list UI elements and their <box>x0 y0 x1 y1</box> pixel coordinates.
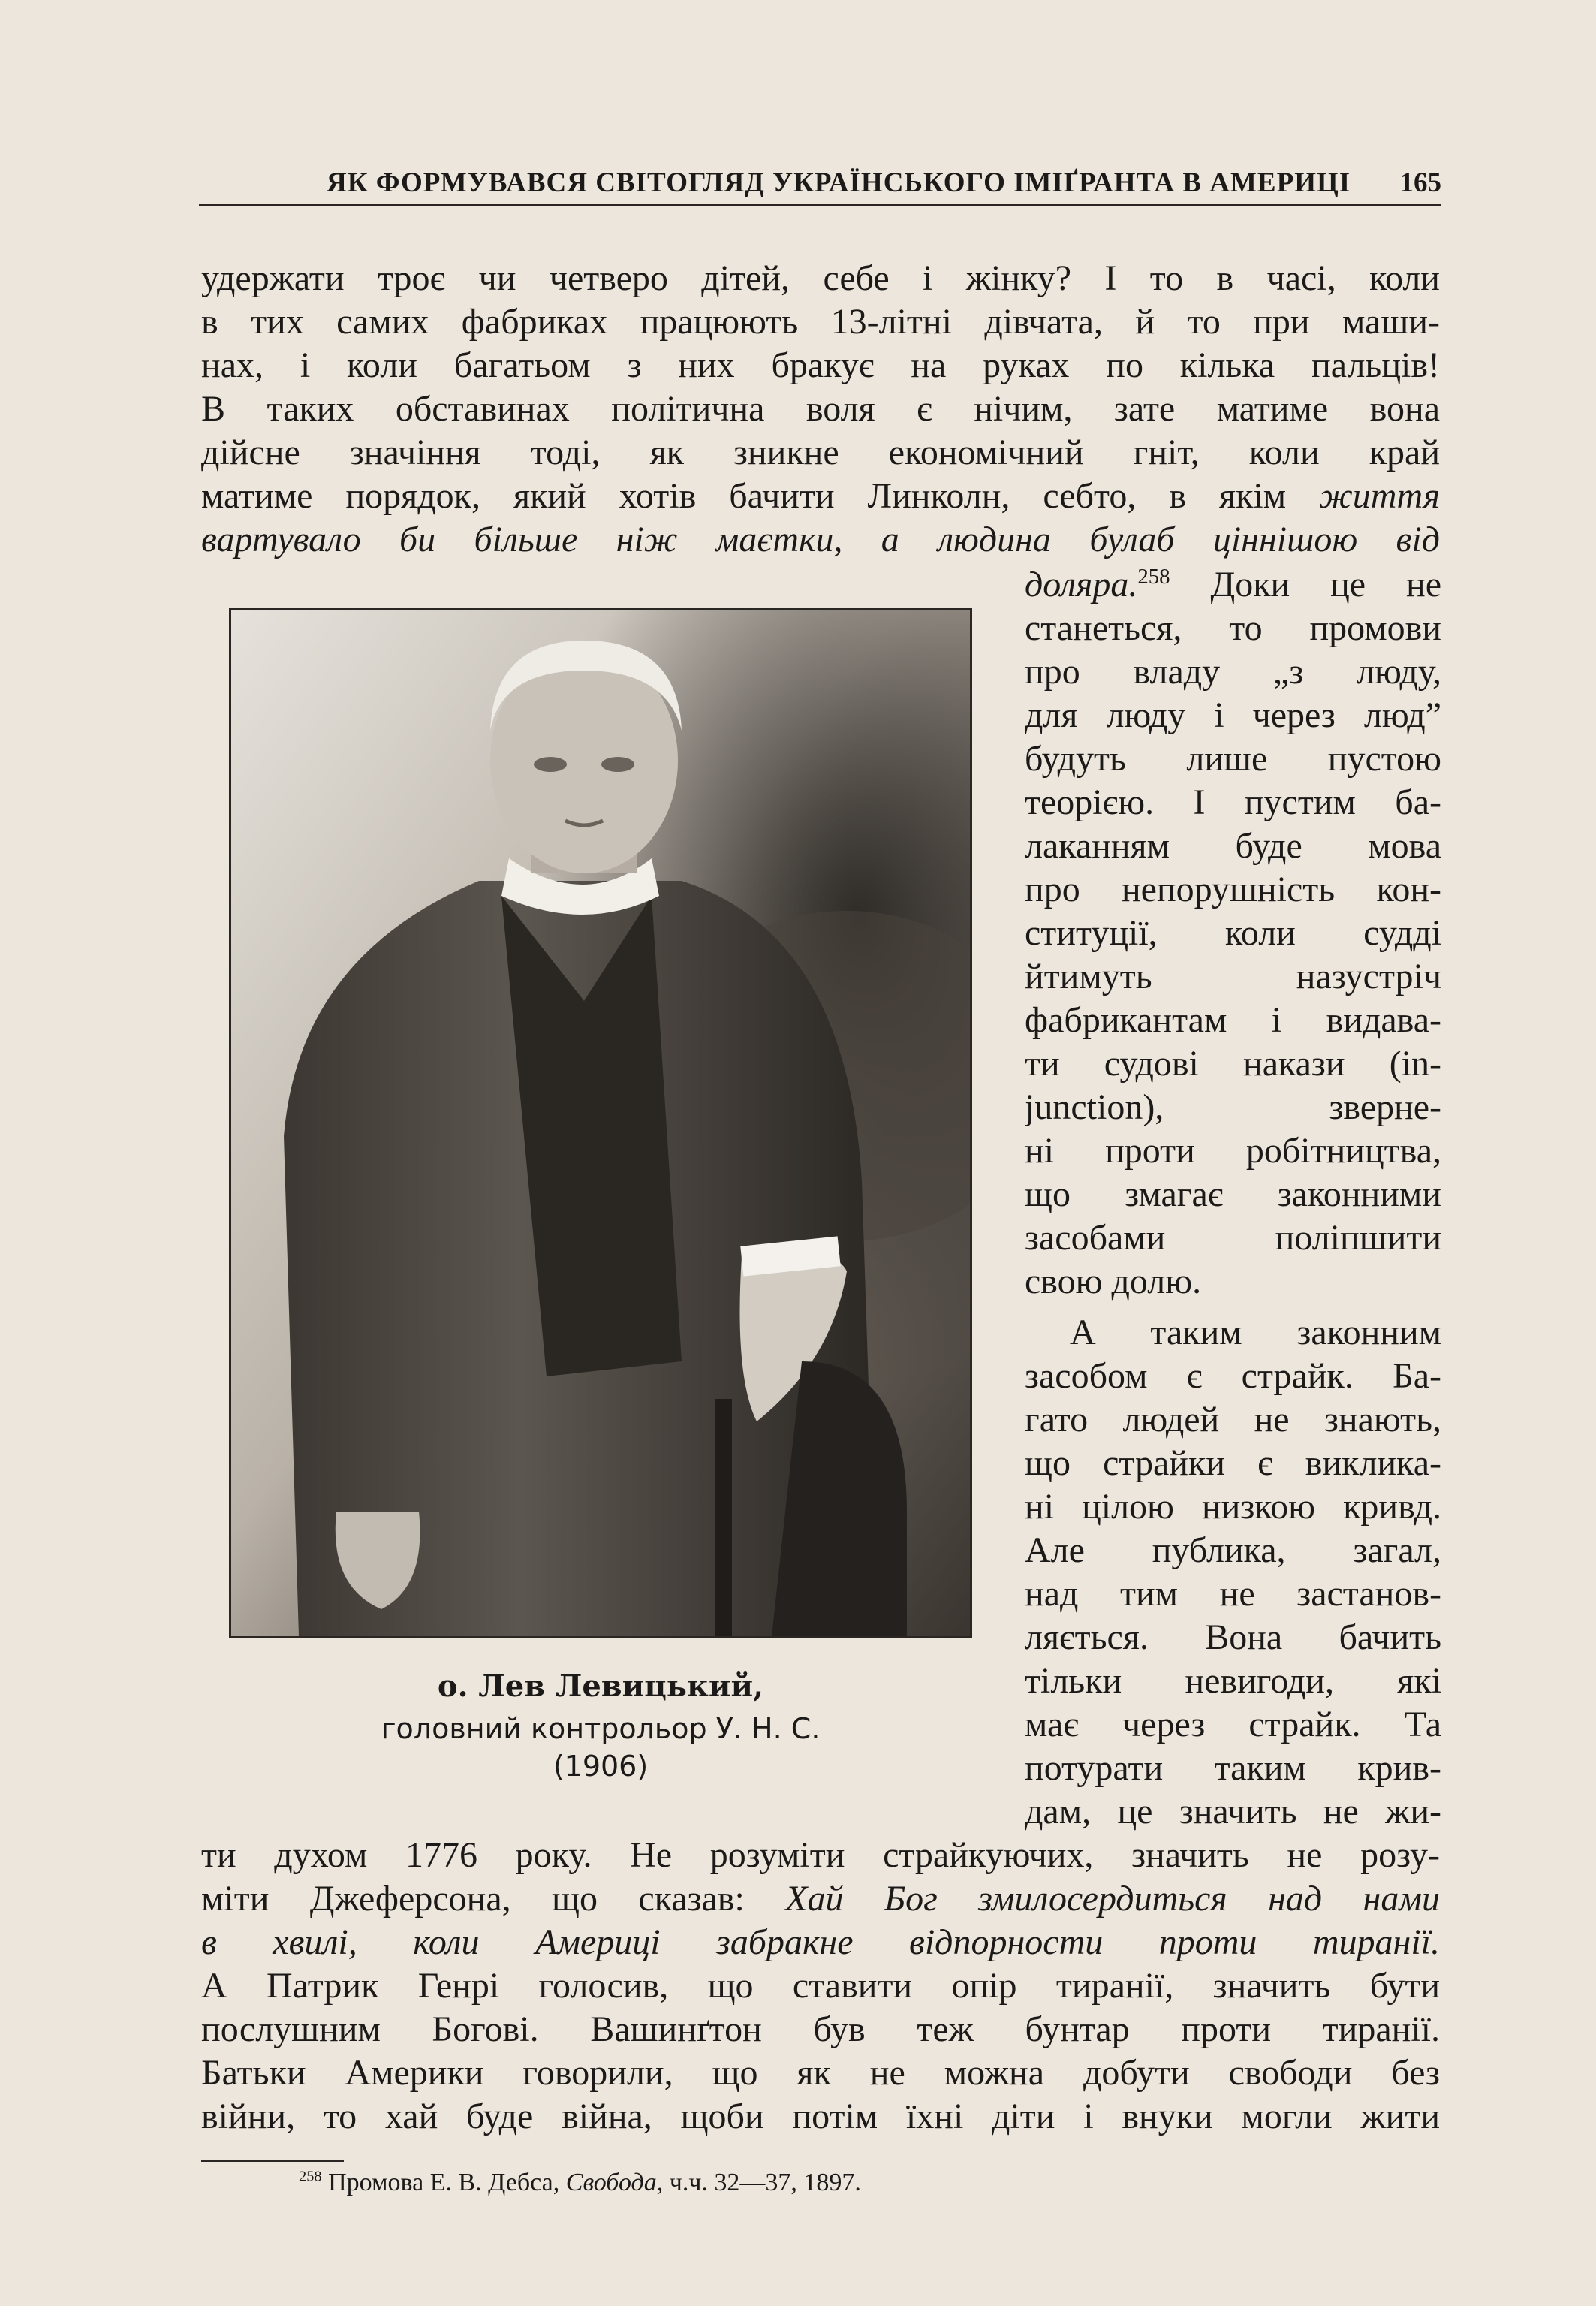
text-line <box>201 1921 1440 1964</box>
text-line: свою долю. <box>1025 1262 1202 1301</box>
italic-span: Хай Бог змилосердиться над нами <box>785 1879 1440 1919</box>
text-line: ляється. Вона бачить <box>1025 1617 1441 1657</box>
text-line: лаканням буде мова <box>1025 826 1441 866</box>
portrait-photo <box>229 608 972 1638</box>
text-line: junction), зверне- <box>1025 1087 1441 1127</box>
italic-span: доляра. <box>1025 565 1138 604</box>
text-line <box>1025 563 1441 607</box>
text-line: послушним Богові. Вашинґтон був теж бунтар проти тиранії. <box>201 2009 1440 2049</box>
portrait-illustration <box>231 610 970 1636</box>
text-line: Батьки Америки говорили, що як не можна добути свободи без <box>201 2053 1440 2093</box>
text-line: має через страйк. Та <box>1025 1705 1441 1744</box>
text-line: ти духом 1776 року. Не розуміти страйкуючих, значить не розу- <box>201 1835 1440 1875</box>
text-line: теорією. І пустим ба- <box>1025 782 1441 822</box>
footnote-divider <box>201 2160 344 2162</box>
photo-caption-name: о. Лев Левицький, <box>437 1668 764 1704</box>
text-line <box>201 1877 1440 1921</box>
footnote-ref: 258 <box>1137 565 1170 589</box>
text-line: гато людей не знають, <box>1025 1400 1441 1439</box>
text-span: Доки це не <box>1210 565 1441 604</box>
text-line: про непорушність кон- <box>1025 870 1441 909</box>
footnote-number: 258 <box>299 2168 322 2185</box>
italic-span: в хвилі, коли Америці забракне відпорности проти тиранії. <box>201 1922 1440 1962</box>
text-line <box>201 518 1440 562</box>
text-line: А Патрик Генрі голосив, що ставити опір тиранії, значить бути <box>201 1966 1440 2006</box>
text-line: ні проти робітництва, <box>1025 1131 1441 1171</box>
text-line: фабрикантам і видава- <box>1025 1000 1441 1040</box>
text-line: В таких обставинах політична воля є нічим, зате матиме вона <box>201 389 1440 429</box>
text-line: про владу „з люду, <box>1025 652 1441 692</box>
text-span: міти Джеферсона, що сказав: <box>201 1879 745 1919</box>
running-head <box>199 159 1441 206</box>
text-line: удержати троє чи четверо дітей, себе і жінку? І то в часі, коли <box>201 258 1440 298</box>
text-line: А таким законним <box>1070 1313 1441 1352</box>
text-line: станеться, то промови <box>1025 608 1441 648</box>
footnote-text: Промова Е. В. Дебса, <box>328 2169 560 2196</box>
page-number: 165 <box>1399 167 1441 198</box>
text-line: в тих самих фабриках працюють 13-літні дівчата, й то при маши- <box>201 302 1440 342</box>
text-line <box>201 475 1440 518</box>
text-line: що змагає законними <box>1025 1174 1441 1214</box>
text-line: війни, то хай буде війна, щоби потім їхні діти і внуки могли жити <box>201 2097 1440 2136</box>
photo-caption-year: (1906) <box>553 1750 649 1783</box>
footnote-source: Свобода, <box>565 2169 664 2196</box>
text-line: для люду і через люд” <box>1025 695 1441 735</box>
text-span: матиме порядок, який хотів бачити Линколн, себто, в якім <box>201 476 1287 516</box>
photo-caption-role: головний контрольор У. Н. С. <box>381 1712 821 1745</box>
text-line: Але публика, загал, <box>1025 1530 1441 1570</box>
text-line: тільки невигоди, які <box>1025 1661 1441 1701</box>
text-line: над тим не застанов- <box>1025 1574 1441 1614</box>
footnote <box>299 2169 861 2197</box>
italic-span: вартувало би більше ніж маєтки, а людина булаб ціннішою від <box>201 520 1440 559</box>
text-line: дам, це значить не жи- <box>1025 1792 1441 1831</box>
text-line: нах, і коли багатьом з них бракує на руках по кілька пальців! <box>201 345 1440 385</box>
text-line: потурати таким крив- <box>1025 1748 1441 1788</box>
text-line: ти судові накази (in- <box>1025 1044 1441 1084</box>
text-line: ституції, коли судді <box>1025 913 1441 953</box>
text-line: дійсне значіння тоді, як зникне економічний гніт, коли край <box>201 433 1440 472</box>
text-line: засобом є страйк. Ба- <box>1025 1356 1441 1396</box>
footnote-details: ч.ч. 32—37, 1897. <box>669 2169 861 2196</box>
italic-span: життя <box>1319 476 1440 516</box>
text-line: йтимуть назустріч <box>1025 957 1441 996</box>
text-line: будуть лише пустою <box>1025 739 1441 779</box>
text-line: ні цілою низкою кривд. <box>1025 1487 1441 1527</box>
text-line: що страйки є виклика- <box>1025 1443 1441 1483</box>
running-title: ЯК ФОРМУВАВСЯ СВІТОГЛЯД УКРАЇНСЬКОГО ІМІҐРАНТА В АМЕРИЦІ <box>327 167 1351 198</box>
text-line: засобами поліпшити <box>1025 1218 1441 1258</box>
